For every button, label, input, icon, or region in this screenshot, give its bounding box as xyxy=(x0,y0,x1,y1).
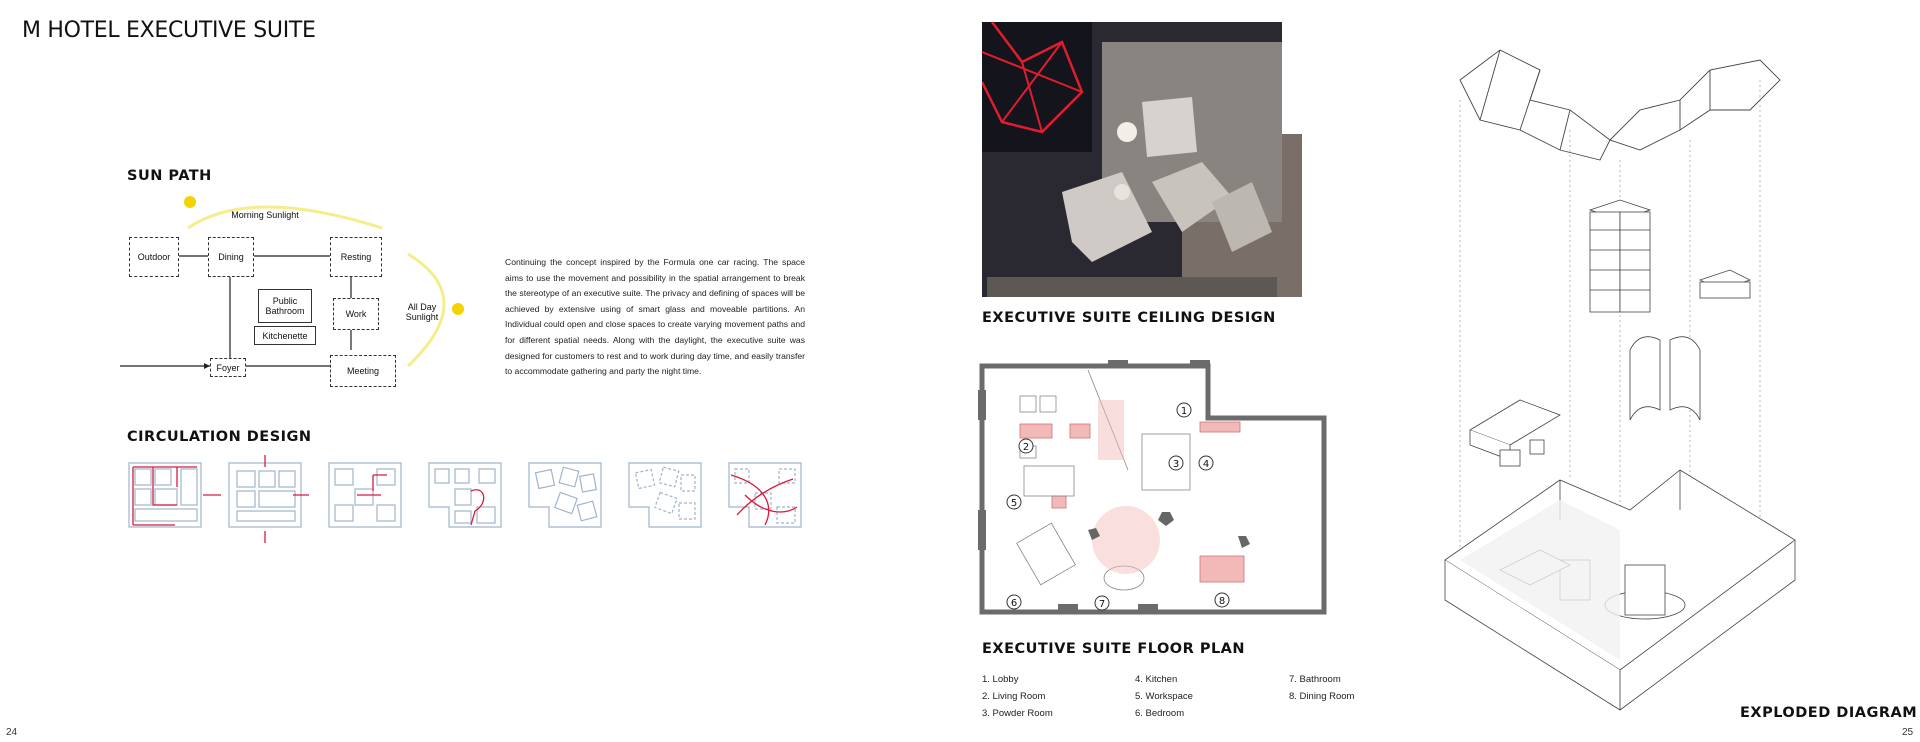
ceiling-design-render xyxy=(982,22,1302,297)
node-kitchenette: Kitchenette xyxy=(254,326,316,345)
legend-item: 7. Bathroom xyxy=(1289,674,1341,685)
circulation-diagram-4 xyxy=(429,463,501,527)
marker-2: 2 xyxy=(1022,442,1030,453)
circulation-diagrams xyxy=(125,455,805,545)
page-title: M HOTEL EXECUTIVE SUITE xyxy=(22,18,316,43)
exploded-heading: EXPLODED DIAGRAM xyxy=(1740,705,1918,721)
legend-item: 5. Workspace xyxy=(1135,691,1193,702)
circulation-diagram-2 xyxy=(229,463,301,527)
page-number-right: 25 xyxy=(1902,727,1914,738)
node-dining: Dining xyxy=(208,237,254,277)
legend-column-3 xyxy=(1289,671,1354,705)
node-public-bathroom: Public Bathroom xyxy=(258,289,312,323)
floor-plan xyxy=(978,360,1328,630)
marker-7: 7 xyxy=(1098,599,1106,610)
sun-path-heading: SUN PATH xyxy=(127,168,212,184)
legend-item: 6. Bedroom xyxy=(1135,708,1185,719)
circulation-diagram-7 xyxy=(729,463,801,527)
floor-plan-heading: EXECUTIVE SUITE FLOOR PLAN xyxy=(982,641,1246,657)
morning-sun-icon xyxy=(184,196,196,208)
circulation-heading: CIRCULATION DESIGN xyxy=(127,429,312,445)
marker-4: 4 xyxy=(1202,459,1210,470)
allday-sun-icon xyxy=(452,303,464,315)
legend-item: 8. Dining Room xyxy=(1289,691,1355,702)
node-outdoor: Outdoor xyxy=(129,237,179,277)
exploded-diagram xyxy=(1440,40,1810,720)
legend-item: 3. Powder Room xyxy=(982,708,1053,719)
node-foyer: Foyer xyxy=(210,358,246,377)
circulation-diagram-6 xyxy=(629,463,701,527)
project-description: Continuing the concept inspired by the Formula one car racing. The space aims to use the movement and possibility in the spatial arrangement to break the stereotype of an executive suite. The privacy and defining of spaces will be achieved by extensive using of smart glass and moveable partitions. An Individual could open and close spaces to create varying movement paths and for different spatial needs. Along with the daylight, the executive suite was designed for customers to rest and to work during day time, and easily transfer to accommodate gathering and party the night time. xyxy=(505,257,805,377)
page-number-left: 24 xyxy=(6,727,18,738)
morning-sunlight-label: Morning Sunlight xyxy=(231,210,299,220)
circulation-diagram-1 xyxy=(129,463,201,527)
marker-5: 5 xyxy=(1010,498,1018,509)
allday-sunlight-label: All Day Sunlight xyxy=(405,302,439,322)
circulation-diagram-5 xyxy=(529,463,601,527)
marker-8: 8 xyxy=(1218,596,1226,607)
marker-1: 1 xyxy=(1180,406,1188,417)
marker-3: 3 xyxy=(1172,459,1180,470)
marker-6: 6 xyxy=(1010,598,1018,609)
node-meeting: Meeting xyxy=(330,355,396,387)
legend-column-2 xyxy=(1135,671,1193,722)
node-work: Work xyxy=(333,298,379,330)
legend-item: 1. Lobby xyxy=(982,674,1019,685)
ceiling-heading: EXECUTIVE SUITE CEILING DESIGN xyxy=(982,310,1276,326)
legend-column-1 xyxy=(982,671,1053,722)
legend-item: 2. Living Room xyxy=(982,691,1046,702)
node-resting: Resting xyxy=(330,237,382,277)
legend-item: 4. Kitchen xyxy=(1135,674,1178,685)
